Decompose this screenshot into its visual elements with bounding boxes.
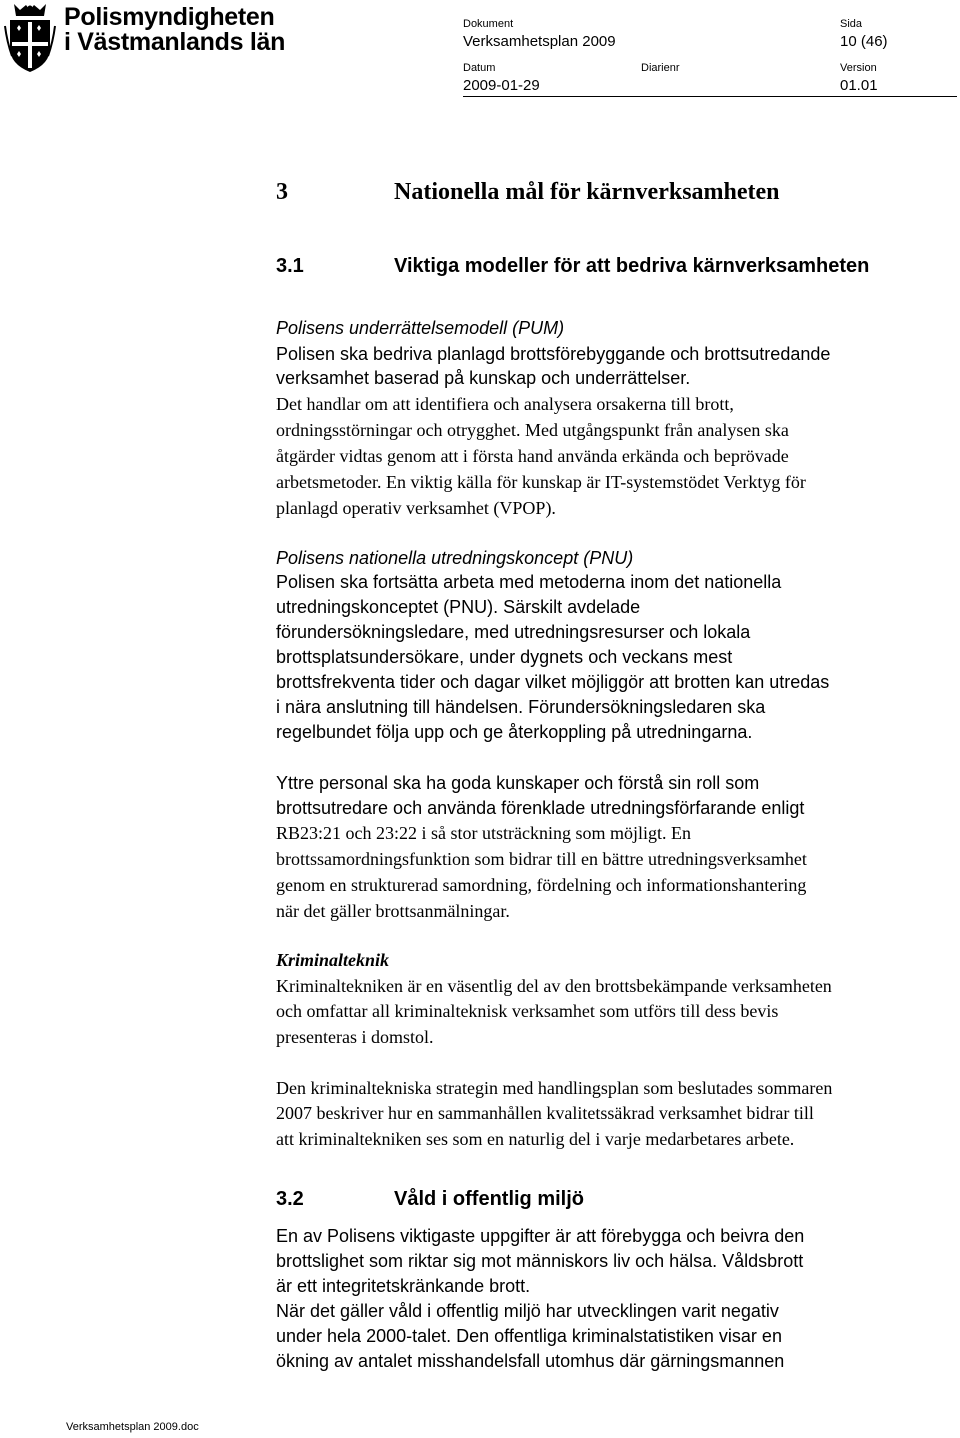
pnu-line: utredningskonceptet (PNU). Särskilt avdelade [276, 597, 641, 617]
yttre-line: brottsutredare och använda förenklade utredningsförfarande enligt [276, 798, 805, 818]
police-crest-logo [4, 2, 56, 74]
org-name-line2: i Västmanlands län [64, 28, 286, 56]
pum-line: Polisen ska bedriva planlagd brottsförebyggande och brottsutredande [276, 344, 831, 364]
pnu-line: brottsplatsundersökare, under dygnets och veckans mest [276, 647, 733, 667]
pum-heading: Polisens underrättelsemodell (PUM) [276, 318, 565, 338]
yttre-line: brottssamordningsfunktion som bidrar till en bättre utredningsverksamhet [276, 849, 807, 869]
pnu-line: brottsfrekventa tider och dagar vilket möjliggör att brotten kan utredas [276, 672, 830, 692]
pum-line: planlagd operativ verksamhet (VPOP). [276, 498, 556, 518]
krim-line: och omfattar all kriminalteknisk verksamhet som utförs till dess bevis [276, 1001, 779, 1021]
section-title: Viktiga modeller för att bedriva kärnverksamheten [394, 255, 870, 277]
vald-line: är ett integritetskränkande brott. [276, 1276, 531, 1296]
krim-line: Den kriminaltekniska strategin med handlingsplan som beslutades sommaren [276, 1078, 833, 1098]
section-title: Nationella mål för kärnverksamheten [394, 179, 780, 205]
pnu-heading: Polisens nationella utredningskoncept (PNU) [276, 548, 634, 568]
pnu-line: Polisen ska fortsätta arbeta med metoderna inom det nationella [276, 572, 782, 592]
vald-line: under hela 2000-talet. Den offentliga kriminalstatistiken visar en [276, 1326, 782, 1346]
header-rule [463, 96, 957, 97]
sida-label: Sida [840, 18, 863, 30]
section-3-heading [0, 178, 960, 206]
section-3-1-heading [0, 254, 960, 278]
yttre-line: Yttre personal ska ha goda kunskaper och förstå sin roll som [276, 773, 760, 793]
pum-line: arbetsmetoder. En viktig källa för kunskap är IT-systemstödet Verktyg för [276, 472, 806, 492]
yttre-line: RB23:21 och 23:22 i så stor utsträckning som möjligt. En [276, 823, 691, 843]
vald-line: ökning av antalet misshandelsfall utomhus där gärningsmannen [276, 1351, 785, 1371]
yttre-line: genom en strukturerad samordning, fördelning och informationshantering [276, 875, 807, 895]
pnu-line: i nära anslutning till händelsen. Förundersökningsledaren ska [276, 697, 766, 717]
section-number: 3 [276, 179, 288, 205]
pum-line: verksamhet baserad på kunskap och underrättelser. [276, 368, 691, 388]
dokument-label: Dokument [463, 18, 514, 30]
pum-line: åtgärder vidtas genom att i första hand använda erkända och beprövade [276, 446, 789, 466]
krim-heading: Kriminalteknik [276, 950, 390, 970]
org-name-line1: Polismyndigheten [64, 3, 275, 31]
vald-line: brottslighet som riktar sig mot människors liv och hälsa. Våldsbrott [276, 1251, 804, 1271]
datum-label: Datum [463, 62, 496, 74]
section-3-2-heading [0, 1187, 960, 1211]
footer-filename: Verksamhetsplan 2009.doc [66, 1421, 199, 1433]
pum-line: ordningsstörningar och otrygghet. Med utgångspunkt från analysen ska [276, 420, 789, 440]
krim-line: Kriminaltekniken är en väsentlig del av den brottsbekämpande verksamheten [276, 976, 832, 996]
pnu-line: regelbundet följa upp och ge återkoppling på utredningarna. [276, 722, 753, 742]
krim-line: presenteras i domstol. [276, 1027, 434, 1047]
vald-line: När det gäller våld i offentlig miljö har utvecklingen varit negativ [276, 1301, 779, 1321]
section-number: 3.2 [276, 1188, 304, 1210]
section-number: 3.1 [276, 255, 304, 277]
pnu-line: förundersökningsledare, med utredningsresurser och lokala [276, 622, 751, 642]
diarienr-label: Diarienr [641, 62, 680, 74]
yttre-line: när det gäller brottsanmälningar. [276, 901, 510, 921]
version-value: 01.01 [840, 77, 878, 94]
version-label: Version [840, 62, 877, 74]
datum-value: 2009-01-29 [463, 77, 540, 94]
vald-line: En av Polisens viktigaste uppgifter är att förebygga och beivra den [276, 1226, 805, 1246]
krim-line: att kriminaltekniken ses som en naturlig del i varje medarbetares arbete. [276, 1129, 795, 1149]
krim-line: 2007 beskriver hur en sammanhållen kvalitetssäkrad verksamhet bidrar till [276, 1103, 814, 1123]
sida-value: 10 (46) [840, 33, 888, 50]
section-title: Våld i offentlig miljö [394, 1188, 584, 1210]
dokument-value: Verksamhetsplan 2009 [463, 33, 616, 50]
pum-line: Det handlar om att identifiera och analysera orsakerna till brott, [276, 394, 734, 414]
